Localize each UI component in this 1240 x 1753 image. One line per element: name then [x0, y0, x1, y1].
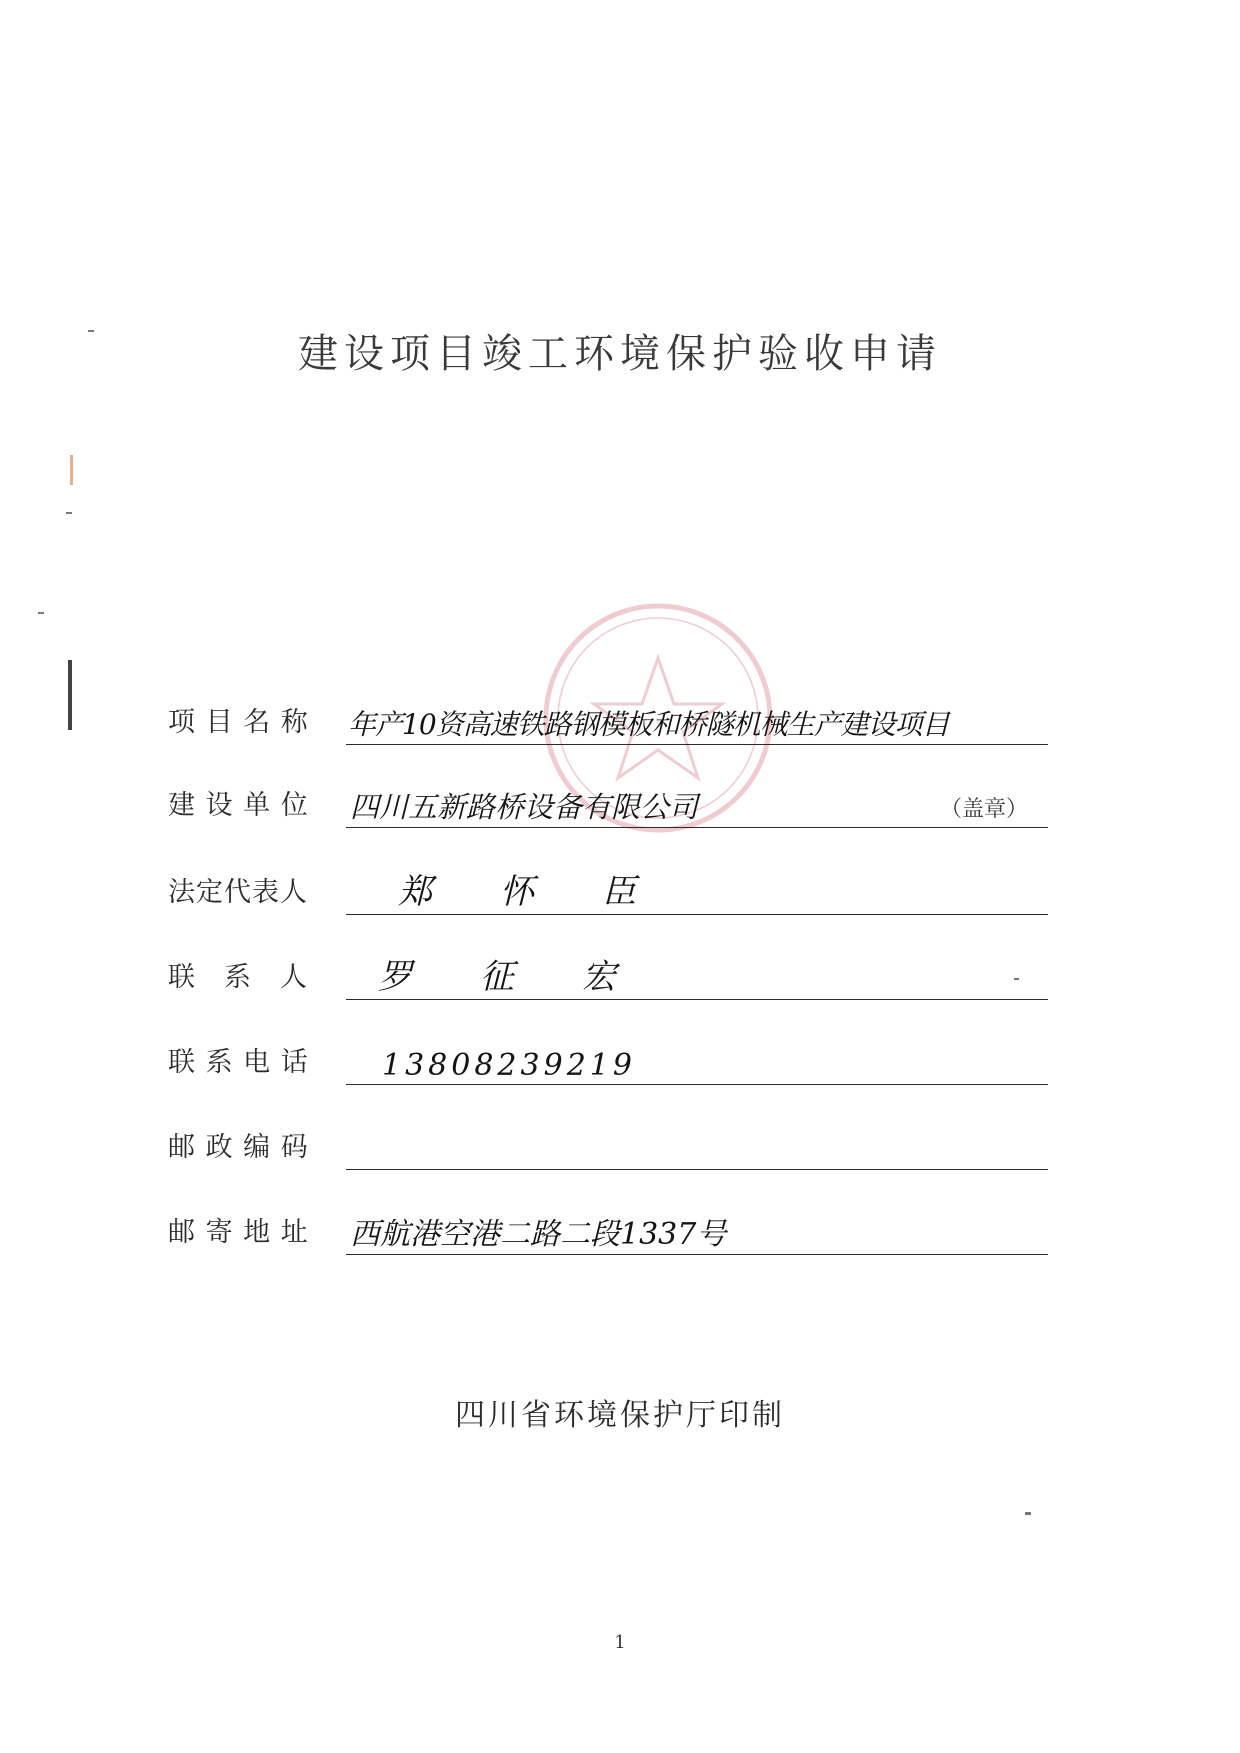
scan-mark	[66, 512, 72, 514]
field-label: 法定代表人	[168, 877, 308, 908]
issuing-authority: 四川省环境保护厅印制	[455, 1398, 785, 1433]
field-value: 郑 怀 臣	[398, 872, 636, 912]
field-label: 联 系 电 话	[168, 1047, 309, 1078]
field-underline	[346, 827, 1048, 828]
document-title: 建设项目竣工环境保护验收申请	[298, 331, 942, 377]
field-project-name	[168, 695, 1048, 745]
field-underline	[346, 1084, 1048, 1085]
field-underline	[346, 1169, 1048, 1170]
field-label: 建 设 单 位	[168, 790, 309, 821]
field-label: 邮 政 编 码	[168, 1132, 309, 1163]
field-value: 年产10资高速铁路钢模板和桥隧机械生产建设项目	[348, 708, 949, 741]
field-postal-code	[168, 1120, 1048, 1170]
field-label: 联 系 人	[168, 962, 308, 993]
page-number: 1	[614, 1632, 626, 1653]
scan-mark	[1025, 1512, 1031, 1515]
field-construction-unit	[168, 778, 1048, 828]
field-label: 邮 寄 地 址	[168, 1217, 309, 1248]
scan-mark	[70, 455, 73, 485]
field-underline	[346, 914, 1048, 915]
field-value: 13808239219	[382, 1048, 636, 1083]
field-value: 罗 征 宏	[378, 957, 616, 997]
scan-mark	[38, 612, 44, 614]
field-underline	[346, 1254, 1048, 1255]
seal-hint: （盖章）	[939, 797, 1028, 822]
field-value: 四川五新路桥设备有限公司	[350, 790, 699, 824]
field-underline	[346, 744, 1048, 745]
field-value: 西航港空港二路二段1337号	[350, 1217, 727, 1252]
field-contact-person	[168, 950, 1048, 1000]
field-contact-phone	[168, 1035, 1048, 1085]
field-legal-representative	[168, 865, 1048, 915]
field-underline	[346, 999, 1048, 1000]
field-label: 项 目 名 称	[168, 707, 309, 738]
field-mailing-address	[168, 1205, 1048, 1255]
scan-mark	[68, 660, 72, 730]
